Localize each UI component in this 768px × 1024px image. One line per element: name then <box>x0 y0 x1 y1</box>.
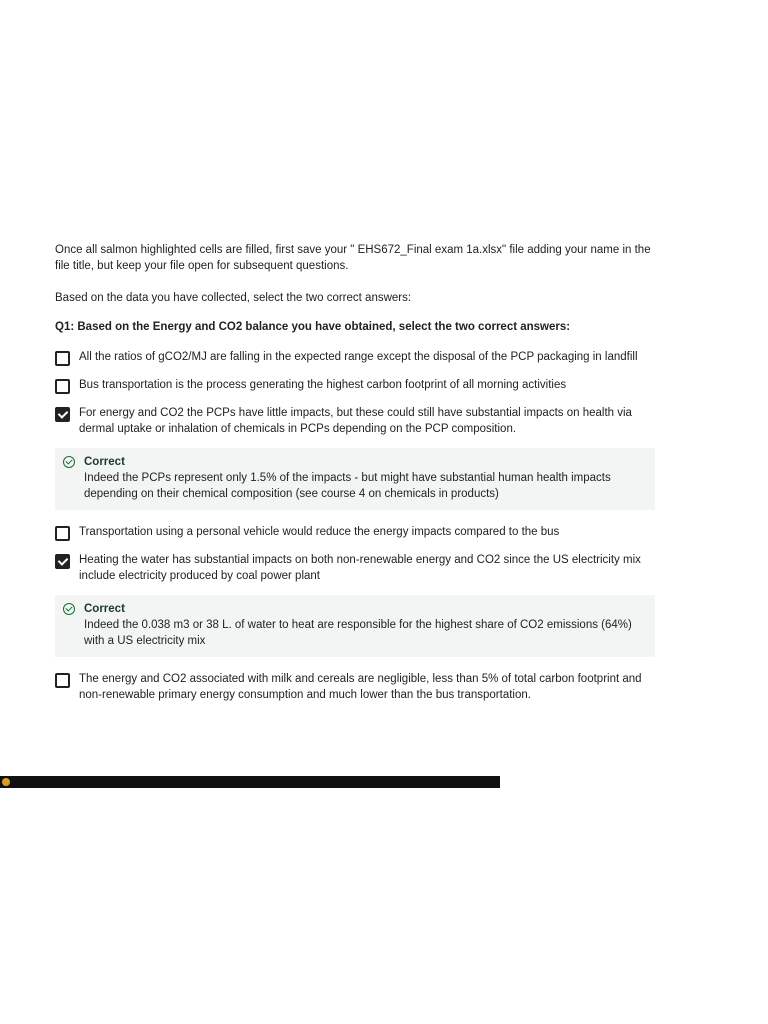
checkbox-checked-icon[interactable] <box>55 407 70 422</box>
checkbox-unchecked-icon[interactable] <box>55 673 70 688</box>
instructions-text: Once all salmon highlighted cells are filled, first save your " EHS672_Final exam 1a.xlsx" file adding your name in the file title, but keep your file open for subsequent questions. <box>55 244 651 272</box>
check-circle-icon <box>63 456 75 468</box>
checkbox-unchecked-icon[interactable] <box>55 379 70 394</box>
option-text: Transportation using a personal vehicle would reduce the energy impacts compared to the bus <box>79 526 560 538</box>
feedback-box-correct <box>55 448 655 510</box>
option-text: Bus transportation is the process generating the highest carbon footprint of all morning activities <box>79 379 567 391</box>
option-text: For energy and CO2 the PCPs have little impacts, but these could still have substantial impacts on health via dermal uptake or inhalation of chemicals in PCPs depending on the PCP composition. <box>79 407 632 435</box>
feedback-body <box>84 454 645 502</box>
quiz-container <box>55 242 655 714</box>
answer-option-5[interactable] <box>55 552 655 584</box>
check-circle-icon <box>63 603 75 615</box>
feedback-title: Correct <box>84 456 125 468</box>
checkbox-checked-icon[interactable] <box>55 554 70 569</box>
option-text: Heating the water has substantial impacts on both non-renewable energy and CO2 since the US electricity mix include electricity produced by coal power plant <box>79 554 641 582</box>
option-text: The energy and CO2 associated with milk and cereals are negligible, less than 5% of total carbon footprint and non-renewable primary energy consumption and much lower than the bus transportation. <box>79 673 642 701</box>
feedback-box-correct <box>55 595 655 657</box>
taskbar-strip <box>0 776 500 788</box>
answer-option-1[interactable] <box>55 349 655 366</box>
feedback-text: Indeed the PCPs represent only 1.5% of the impacts - but might have substantial human health impacts depending on their chemical composition (see course 4 on chemicals in products) <box>84 472 611 500</box>
answer-option-2[interactable] <box>55 377 655 394</box>
feedback-title: Correct <box>84 603 125 615</box>
prompt-text: Based on the data you have collected, select the two correct answers: <box>55 292 412 304</box>
question-title: Q1: Based on the Energy and CO2 balance you have obtained, select the two correct answers: <box>55 321 571 333</box>
app-icon <box>2 778 10 786</box>
answer-option-3[interactable] <box>55 405 655 437</box>
option-text: All the ratios of gCO2/MJ are falling in the expected range except the disposal of the PCP packaging in landfill <box>79 351 638 363</box>
feedback-body <box>84 601 645 649</box>
feedback-text: Indeed the 0.038 m3 or 38 L. of water to heat are responsible for the highest share of CO2 emissions (64%) with a US electricity mix <box>84 619 632 647</box>
checkbox-unchecked-icon[interactable] <box>55 351 70 366</box>
answer-option-4[interactable] <box>55 524 655 541</box>
checkbox-unchecked-icon[interactable] <box>55 526 70 541</box>
answer-option-6[interactable] <box>55 671 655 703</box>
